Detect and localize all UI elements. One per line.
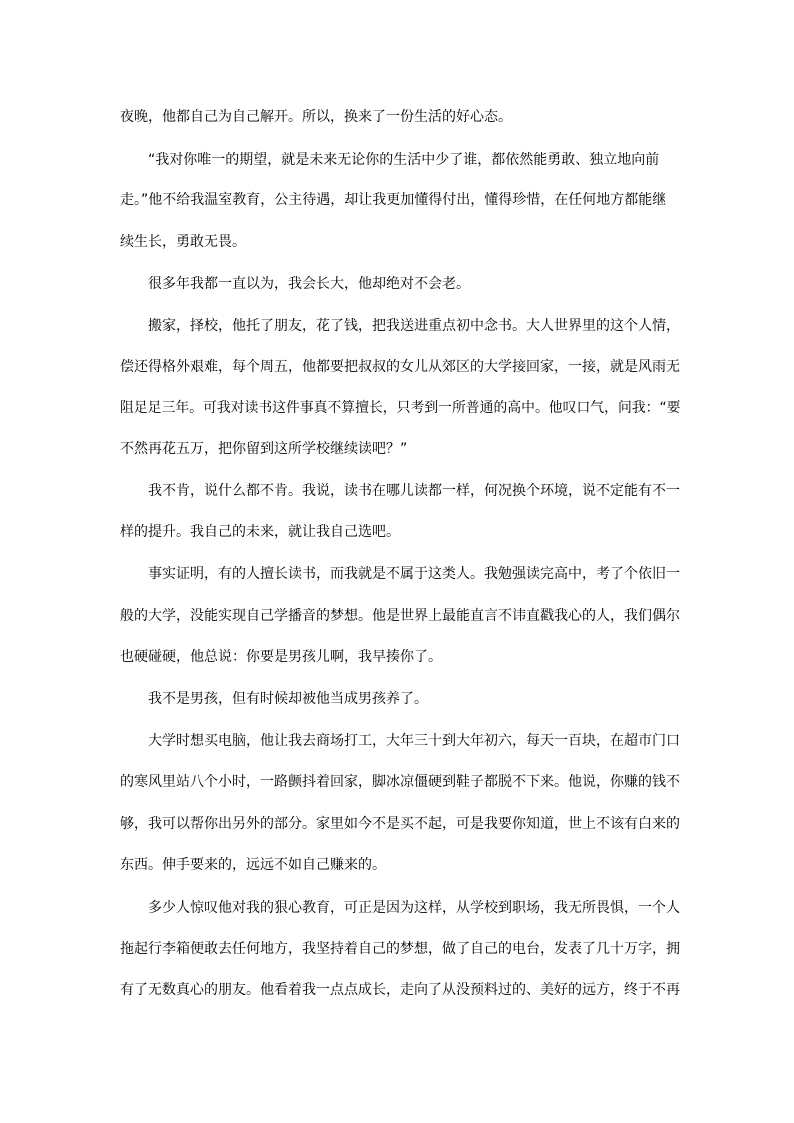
paragraph-line: 样的提升。我自己的未来，就让我自己选吧。 xyxy=(120,524,400,540)
paragraph-line: 有了无数真心的朋友。他看着我一点点成长，走向了从没预料过的、美好的远方，终于不再 xyxy=(120,982,680,998)
paragraph-line: 不然再花五万，把你留到这所学校继续读吧？” xyxy=(120,441,408,457)
paragraph-line: 也硬碰硬，他总说：你要是男孩儿啊，我早揍你了。 xyxy=(120,649,442,665)
paragraph-line: 够，我可以帮你出另外的部分。家里如今不是买不起，可是我要你知道，世上不该有白来的 xyxy=(120,816,680,832)
paragraph-line: 夜晚，他都自己为自己解开。所以，换来了一份生活的好心态。 xyxy=(120,109,512,125)
paragraph-line: 拖起行李箱便敢去任何地方，我坚持着自己的梦想，做了自己的电台，发表了几十万字，拥 xyxy=(120,941,680,957)
paragraph-line: 的寒风里站八个小时，一路颤抖着回家，脚冰凉僵硬到鞋子都脱不下来。他说，你赚的钱不 xyxy=(120,774,680,790)
paragraph-line: 偿还得格外艰难，每个周五，他都要把叔叔的女儿从郊区的大学接回家，一接，就是风雨无 xyxy=(120,359,680,375)
paragraph-line: 多少人惊叹他对我的狠心教育，可正是因为这样，从学校到职场，我无所畏惧，一个人 xyxy=(148,900,680,916)
paragraph-line: 我不是男孩，但有时候却被他当成男孩养了。 xyxy=(148,691,428,707)
paragraph-line: 续生长，勇敢无畏。 xyxy=(120,234,246,250)
paragraph-line: 大学时想买电脑，他让我去商场打工，大年三十到大年初六，每天一百块，在超市门口 xyxy=(148,733,680,749)
paragraph-line: 很多年我都一直以为，我会长大，他却绝对不会老。 xyxy=(148,276,470,292)
paragraph-line: “我对你唯一的期望，就是未来无论你的生活中少了谁，都依然能勇敢、独立地向前 xyxy=(148,152,660,168)
paragraph-line: 东西。伸手要来的，远远不如自己赚来的。 xyxy=(120,857,386,873)
paragraph-line: 我不肯，说什么都不肯。我说，读书在哪儿读都一样，何况换个环境，说不定能有不一 xyxy=(148,483,680,499)
paragraph-line: 般的大学，没能实现自己学播音的梦想。他是世界上最能直言不讳直戳我心的人，我们偶尔 xyxy=(120,608,680,624)
paragraph-line: 阻足足三年。可我对读书这件事真不算擅长，只考到一所普通的高中。他叹口气，问我：“要 xyxy=(120,400,681,416)
paragraph-line: 搬家，择校，他托了朋友，花了钱，把我送进重点初中念书。大人世界里的这个人情， xyxy=(148,318,680,334)
paragraph-line: 走。”他不给我温室教育，公主待遇，却让我更加懂得付出，懂得珍惜，在任何地方都能继 xyxy=(120,192,667,208)
paragraph-line: 事实证明，有的人擅长读书，而我就是不属于这类人。我勉强读完高中，考了个依旧一 xyxy=(148,566,680,582)
